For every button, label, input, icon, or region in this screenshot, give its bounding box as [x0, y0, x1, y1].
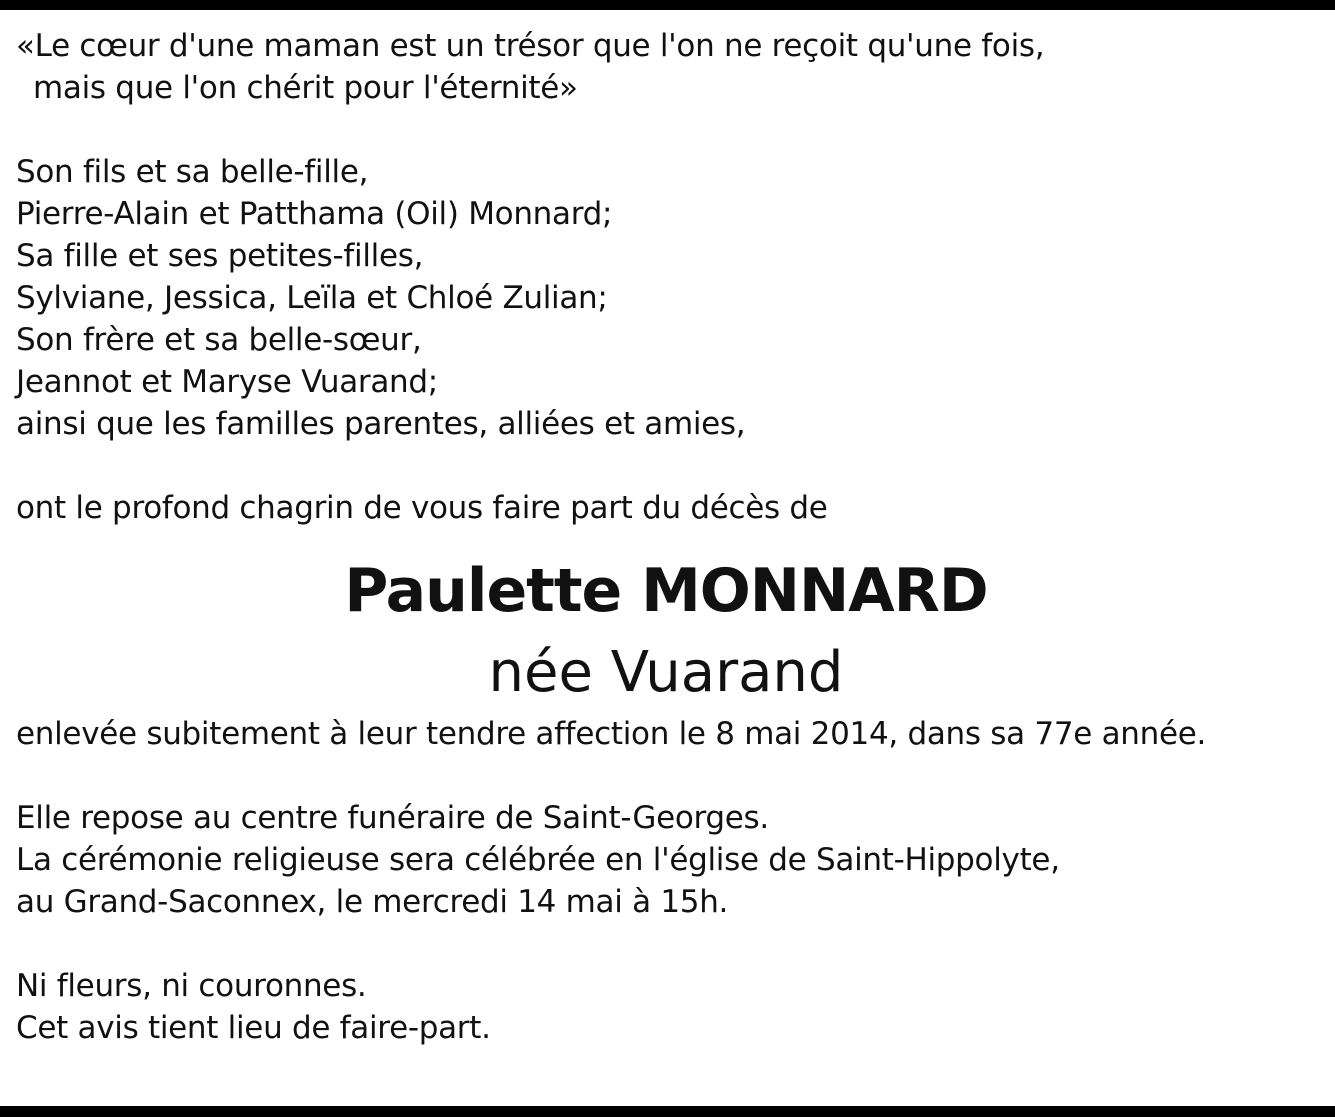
spacer — [16, 109, 1316, 151]
deceased-name-block — [16, 549, 1316, 713]
passing-text: enlevée subitement à leur tendre affection le 8 mai 2014, dans sa 77e année. — [16, 716, 1207, 752]
family-line: Sylviane, Jessica, Leïla et Chloé Zulian; — [16, 280, 608, 316]
top-border-rule — [0, 0, 1335, 10]
closing-line: Cet avis tient lieu de faire-part. — [16, 1010, 491, 1046]
deceased-name: Paulette MONNARD — [344, 556, 988, 626]
ceremony-line: au Grand-Saconnex, le mercredi 14 mai à 15h. — [16, 884, 729, 920]
family-line: Son frère et sa belle-sœur, — [16, 322, 422, 358]
closing-line: Ni fleurs, ni couronnes. — [16, 968, 367, 1004]
quote-line: mais que l'on chérit pour l'éternité» — [33, 70, 578, 106]
family-line: Jeannot et Maryse Vuarand; — [16, 364, 438, 400]
ceremony-line: Elle repose au centre funéraire de Saint-Georges. — [16, 800, 769, 836]
ceremony-line: La cérémonie religieuse sera célébrée en l'église de Saint-Hippolyte, — [16, 842, 1060, 878]
family-line: Sa fille et ses petites-filles, — [16, 238, 424, 274]
ceremony-details — [16, 797, 1316, 923]
obituary-notice — [16, 25, 1316, 1049]
bottom-border-rule — [0, 1106, 1335, 1117]
maiden-name: née Vuarand — [488, 640, 844, 705]
family-line: ainsi que les familles parentes, alliées et amies, — [16, 406, 746, 442]
spacer — [16, 923, 1316, 965]
quote-line: «Le cœur d'une maman est un trésor que l'on ne reçoit qu'une fois, — [16, 28, 1045, 64]
family-line: Son fils et sa belle-fille, — [16, 154, 369, 190]
family-list — [16, 151, 1316, 445]
announcement-text: ont le profond chagrin de vous faire part du décès de — [16, 490, 828, 526]
spacer — [16, 529, 1316, 549]
spacer — [16, 755, 1316, 797]
family-line: Pierre-Alain et Patthama (Oil) Monnard; — [16, 196, 613, 232]
closing-notes — [16, 965, 1316, 1049]
spacer — [16, 445, 1316, 487]
